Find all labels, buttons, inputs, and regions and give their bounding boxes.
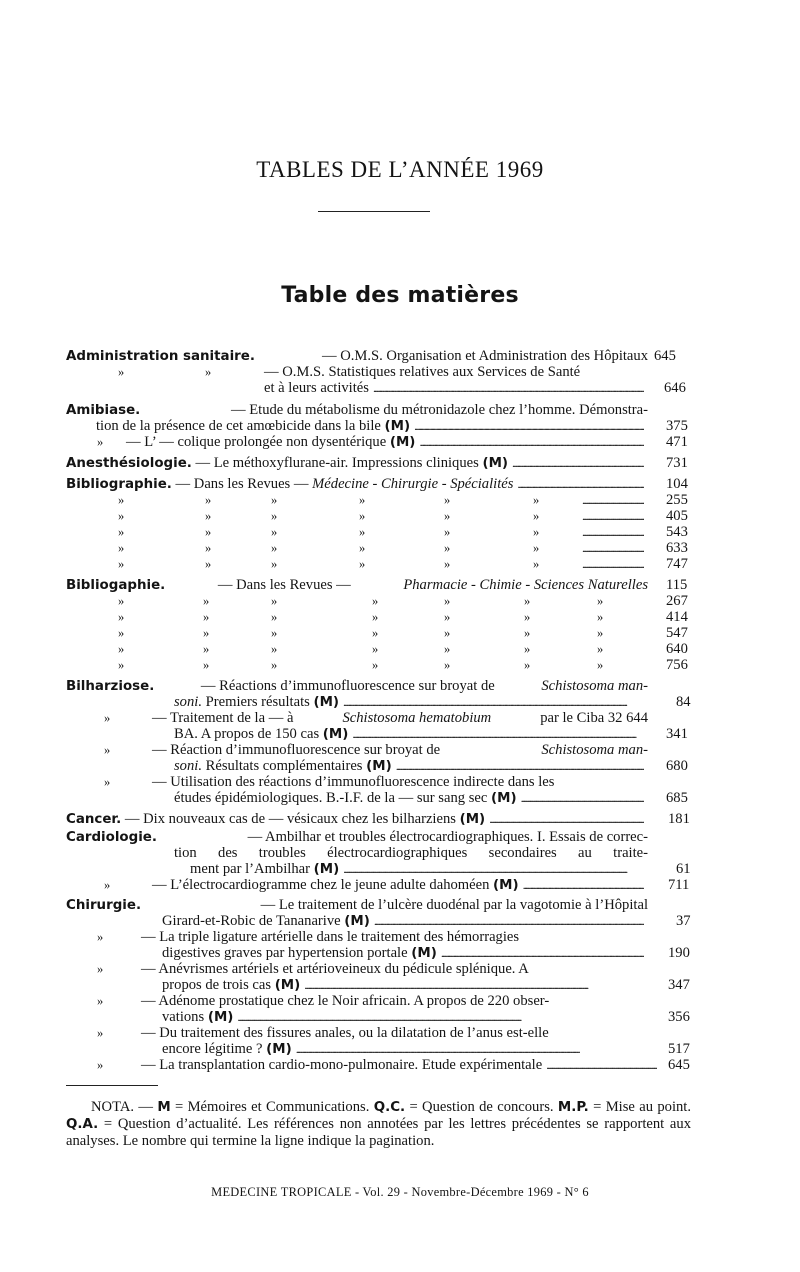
ditto-mark: » [359,541,366,555]
dot-leader [578,508,648,525]
entry-chirurgie-5-cont [162,1041,648,1058]
ditto-mark: » [372,610,379,624]
page-number: 517 [668,1041,690,1057]
dot-leader [578,556,648,573]
ditto-mark: » [444,626,451,640]
entry-cancer [66,811,648,828]
ditto-mark: » [271,493,278,507]
page-number: 685 [666,790,688,806]
page-number: 375 [666,418,688,434]
ditto-mark: » [444,594,451,608]
entry-chirurgie-2 [141,929,648,946]
ditto-mark: » [271,658,278,672]
page-number: 37 [676,913,691,929]
memoir-mark: (M) [344,914,370,929]
memoir-mark: (M) [389,435,416,450]
entry-text: — Anévrismes artériels et artérioveineux du pédicule splénique. A [141,961,529,977]
title-divider [318,211,430,212]
entry-text: par le Ciba 32 644 [540,710,648,726]
page-title: TABLES DE L’ANNÉE 1969 [256,157,544,182]
ditto-mark: » [118,642,125,656]
ditto-mark: » [597,642,604,656]
entry-text: BA. A propos de 150 cas [174,726,320,742]
ditto-mark: » [359,493,366,507]
entry-text: — Le traitement de l’ulcère duodénal par la vagotomie à l’Hôpital [260,897,648,913]
page-number: 356 [668,1009,690,1025]
memoir-mark: (M) [207,1010,234,1025]
ditto-mark: » [271,626,278,640]
page-number: 547 [666,625,688,641]
entry-text: — L’électrocardiogramme chez le jeune adulte dahoméen [152,877,490,893]
ditto-mark: » [444,509,451,523]
page-number: 341 [666,726,688,742]
entry-text: Résultats complémentaires [205,758,363,774]
memoir-mark: (M) [491,791,517,806]
entry-chirurgie-5 [141,1025,648,1042]
entry-bilharziose-2-cont [174,726,648,743]
entry-text: Girard-et-Robic de Tananarive [162,913,341,929]
entry-cardiologie-1-cont [174,845,648,862]
ditto-mark: » [203,594,210,608]
entry-text: — Réaction d’immunofluorescence sur broyat de [152,742,441,758]
ditto-mark: » [533,493,540,507]
entry-text: — Réactions d’immunofluorescence sur broyat de [200,678,495,694]
ditto-mark: » [524,658,531,672]
page-number: 645 [654,348,676,364]
page-number: 347 [668,977,690,993]
page-number: 267 [666,593,688,609]
abbr-m: M [157,1100,171,1115]
entry-text: études épidémiologiques. B.-I.F. de la — sur sang sec [174,790,488,806]
entry-text: — Traitement de la — à [152,710,294,726]
entry-heading: Chirurgie. [66,898,142,913]
ditto-mark: » [118,509,125,523]
memoir-mark: (M) [322,727,349,742]
entry-heading: Amibiase. [66,403,141,418]
page-number: 104 [666,476,688,492]
memoir-mark: (M) [274,978,301,993]
ditto-mark: » [205,493,212,507]
entry-heading: Bibliographie. [66,477,172,492]
page-number: 640 [666,641,688,657]
memoir-mark: (M) [384,419,411,434]
page-number: 405 [666,508,688,524]
entry-text: tion des troubles électrocardiographiques secondaires au traite- [174,845,648,861]
abbr-qa: Q.A. [66,1117,99,1132]
entry-text-italic: Schistosoma man- [541,742,648,758]
ditto-mark: » [118,493,125,507]
entry-text: tion de la présence de cet amœbicide dans la bile [96,418,381,434]
ditto-mark: » [524,594,531,608]
abbr-mp: M.P. [557,1100,589,1115]
entry-text: — Dix nouveaux cas de — vésicaux chez les bilharziens [124,811,456,827]
ditto-mark: » [271,557,278,571]
entry-text: — O.M.S. Organisation et Administration des Hôpitaux [321,348,648,364]
abbr-m-def: = Mémoires et Communications. [175,1099,370,1115]
entry-text: — Le méthoxyflurane-air. Impressions cliniques [195,455,479,471]
ditto-mark: » [118,626,125,640]
entry-text: — La triple ligature artérielle dans le traitement des hémorragies [141,929,520,945]
page-number: 61 [676,861,691,877]
entry-text: — Etude du métabolisme du métronidazole chez l’homme. Démonstra- [230,402,648,418]
entry-chirurgie-4-cont [162,1009,648,1026]
abbr-qa-def: = Question d’actualité. Les références non annotées par les lettres précédentes se rapportent aux analyses. Le nombre qui termine la ligne indique la pagination. [66,1116,691,1149]
entry-bibliographie-2 [66,577,648,594]
ditto-mark: » [372,642,379,656]
entry-text: — Dans les Revues — [217,577,351,593]
entry-cardiologie-2 [152,877,648,894]
ditto-mark: » [118,557,125,571]
entry-text: — O.M.S. Statistiques relatives aux Services de Santé [264,364,581,380]
ditto-mark: » [444,610,451,624]
page-number: 756 [666,657,688,673]
entry-text: encore légitime ? [162,1041,263,1057]
ditto-mark: » [271,610,278,624]
memoir-mark: (M) [313,862,340,877]
entry-heading: Cardiologie. [66,830,157,845]
ditto-mark: » [271,642,278,656]
entry-chirurgie-4 [141,993,648,1010]
entry-text-italic: Pharmacie - Chimie - Sciences Naturelles [403,577,648,593]
ditto-mark: » [372,626,379,640]
entry-amibiase-1-cont [96,418,648,435]
ditto-mark: » [118,594,125,608]
page-number: 543 [666,524,688,540]
ditto-mark: » [359,557,366,571]
memoir-mark: (M) [493,878,519,893]
dot-leader [578,540,648,557]
entry-bilharziose-1 [66,678,648,695]
entry-chirurgie-6 [141,1057,661,1074]
entry-text: — L’ — colique prolongée non dysentérique [126,434,387,450]
memoir-mark: (M) [482,456,509,471]
entry-chirurgie-3 [141,961,648,978]
entry-text: — Adénome prostatique chez le Noir africain. A propos de 220 obser- [141,993,550,1009]
ditto-mark: » [359,525,366,539]
ditto-mark: » [118,610,125,624]
entry-text: — La transplantation cardio-mono-pulmonaire. Etude expérimentale [141,1057,543,1073]
ditto-mark: » [271,541,278,555]
entry-amibiase-1 [66,402,648,419]
page-number: 646 [664,380,686,396]
entry-anesthesiologie [66,455,648,472]
page-number: 711 [668,877,690,893]
ditto-mark: » [444,658,451,672]
ditto-mark: » [205,509,212,523]
entry-heading: Anesthésiologie. [66,456,192,471]
entry-heading: Bibliogaphie. [66,578,166,593]
ditto-mark: » [203,642,210,656]
ditto-mark: » [533,525,540,539]
footnote-lead: NOTA. — [91,1099,153,1115]
entry-amibiase-2 [126,434,648,451]
entry-bilharziose-3 [152,742,648,759]
page-number: 471 [666,434,688,450]
memoir-mark: (M) [459,812,486,827]
entry-cardiologie-1-cont2 [190,861,648,878]
entry-text: ment par l’Ambilhar [190,861,310,877]
entry-text: digestives graves par hypertension portale [162,945,408,961]
entry-text: — Dans les Revues — [175,476,309,492]
entry-chirurgie-2-cont [162,945,648,962]
ditto-mark: » [533,509,540,523]
entry-heading: Bilharziose. [66,679,155,694]
abbr-mp-def: = Mise au point. [593,1099,692,1115]
ditto-mark: » [444,557,451,571]
page-footer: MEDECINE TROPICALE - Vol. 29 - Novembre-Décembre 1969 - N° 6 [211,1185,589,1199]
ditto-mark: » [359,509,366,523]
ditto-mark: » [533,557,540,571]
ditto-mark: » [203,610,210,624]
entry-administration-1 [66,348,648,365]
ditto-mark: » [444,642,451,656]
entry-text: — Du traitement des fissures anales, ou la dilatation de l’anus est-elle [141,1025,549,1041]
ditto-mark: » [524,610,531,624]
dot-leader [578,492,648,509]
entry-administration-2-cont [264,380,648,397]
ditto-mark: » [444,525,451,539]
page-number: 181 [668,811,690,827]
ditto-mark: » [271,509,278,523]
ditto-mark: » [271,525,278,539]
ditto-mark: » [597,594,604,608]
ditto-mark: » [597,658,604,672]
page-number: 84 [676,694,691,710]
entry-administration-2 [264,364,648,381]
ditto-mark: » [533,541,540,555]
ditto-mark: » [203,658,210,672]
page-number: 414 [666,609,688,625]
entry-bilharziose-2 [152,710,648,727]
entry-text: — Ambilhar et troubles électrocardiographiques. I. Essais de correc- [247,829,648,845]
ditto-mark: » [205,541,212,555]
ditto-mark: » [271,594,278,608]
ditto-mark: » [444,493,451,507]
entry-text-italic: Schistosoma man- [541,678,648,694]
entry-text-italic: soni. [174,758,202,774]
entry-chirurgie-1-cont [162,913,648,930]
ditto-mark: » [205,525,212,539]
entry-bilharziose-3-cont [174,758,648,775]
footnote-divider [66,1085,158,1086]
ditto-mark: » [118,525,125,539]
memoir-mark: (M) [411,946,437,961]
ditto-mark: » [118,541,125,555]
page-number: 731 [666,455,688,471]
page-number: 645 [668,1057,690,1073]
entry-heading: Administration sanitaire. [66,349,255,364]
entry-text-italic: soni. [174,694,202,710]
entry-text: et à leurs activités [264,380,369,396]
entry-bilharziose-1-cont [174,694,648,711]
page-number: 190 [668,945,690,961]
entry-cardiologie-1 [66,829,648,846]
ditto-mark: » [444,541,451,555]
entry-text-italic: Schistosoma hematobium [342,710,492,726]
ditto-mark: » [372,658,379,672]
page-number: 255 [666,492,688,508]
footnote [66,1099,691,1150]
entry-text: Premiers résultats [205,694,310,710]
page-number: 747 [666,556,688,572]
entry-text: propos de trois cas [162,977,272,993]
memoir-mark: (M) [366,759,392,774]
page-number: 633 [666,540,688,556]
page-number: 115 [666,577,688,593]
ditto-mark: » [597,610,604,624]
entry-bilharziose-4-cont [174,790,648,807]
entry-heading: Cancer. [66,812,122,827]
ditto-mark: » [597,626,604,640]
entry-bibliographie-1 [66,476,648,493]
ditto-mark: » [203,626,210,640]
entry-text-italic: Médecine - Chirurgie - Spécialités [312,476,514,492]
entry-chirurgie-1 [66,897,648,914]
abbr-qc-def: = Question de concours. [409,1099,554,1115]
ditto-mark: » [205,557,212,571]
entry-text: vations [162,1009,205,1025]
ditto-mark: » [524,626,531,640]
ditto-mark: » [118,658,125,672]
ditto-mark: » [372,594,379,608]
section-title: Table des matières [281,283,519,308]
page-number: 680 [666,758,688,774]
entry-bilharziose-4 [152,774,648,791]
ditto-mark: » [524,642,531,656]
memoir-mark: (M) [313,695,340,710]
memoir-mark: (M) [266,1042,292,1057]
dot-leader [578,524,648,541]
entry-text: — Utilisation des réactions d’immunofluorescence indirecte dans les [152,774,555,790]
entry-chirurgie-3-cont [162,977,648,994]
abbr-qc: Q.C. [373,1100,406,1115]
